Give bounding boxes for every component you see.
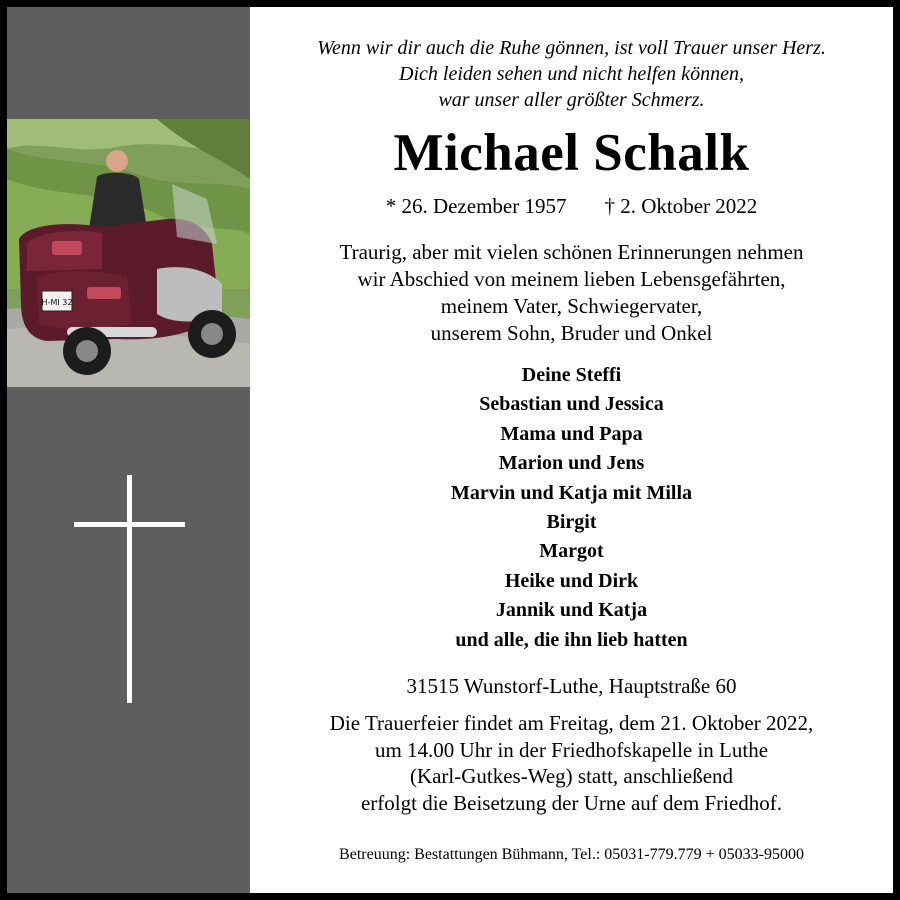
portrait-photo <box>7 119 250 387</box>
address-line: 31515 Wunstorf-Luthe, Hauptstraße 60 <box>406 674 737 698</box>
announcement-line: unserem Sohn, Bruder und Onkel <box>430 321 713 345</box>
life-dates <box>250 193 893 219</box>
mourner-entry: Heike und Dirk <box>504 569 639 592</box>
cross-icon-horizontal <box>74 522 185 527</box>
announcement-line: wir Abschied von meinem lieben Lebensgefährten, <box>357 267 786 291</box>
funeral-home-footer: Betreuung: Bestattungen Bühmann, Tel.: 05031-779.779 + 05033-95000 <box>339 846 804 863</box>
rider-head <box>106 150 128 172</box>
mourners-list <box>250 361 893 655</box>
mourner-entry: Jannik und Katja <box>495 599 648 622</box>
sidebar-panel <box>7 7 250 893</box>
service-line: um 14.00 Uhr in der Friedhofskapelle in Luthe <box>374 737 769 762</box>
rider-jacket <box>89 173 147 229</box>
mourner-entry: und alle, die ihn lieb hatten <box>455 628 688 651</box>
cross-icon-vertical <box>127 475 132 703</box>
mourner-entry: Deine Steffi <box>521 364 622 386</box>
mourner-entry: Marion und Jens <box>498 452 645 475</box>
death-date: † 2. Oktober 2022 <box>604 194 758 218</box>
announcement-text <box>250 239 893 347</box>
service-line: (Karl-Gutkes-Weg) statt, anschließend <box>409 764 734 788</box>
funeral-service-info <box>250 710 893 816</box>
verse-line: Dich leiden sehen und nicht helfen können, <box>399 63 744 85</box>
mourner-entry: Birgit <box>546 511 597 534</box>
obituary-card <box>7 7 893 893</box>
announcement-line: Traurig, aber mit vielen schönen Erinnerungen nehmen <box>339 240 804 264</box>
obituary-text <box>250 7 893 893</box>
memorial-verse <box>250 35 893 113</box>
deceased-name: Michael Schalk <box>393 124 750 182</box>
birth-date: * 26. Dezember 1957 <box>385 194 567 218</box>
verse-line: Wenn wir dir auch die Ruhe gönnen, ist voll Trauer unser Herz. <box>317 37 826 59</box>
service-line: erfolgt die Beisetzung der Urne auf dem Friedhof. <box>360 790 783 815</box>
license-plate-text: H-MI 32 <box>41 298 73 307</box>
announcement-line: meinem Vater, Schwiegervater, <box>440 294 703 318</box>
mourner-entry: Mama und Papa <box>500 422 643 445</box>
service-line: Die Trauerfeier findet am Freitag, dem 21. Oktober 2022, <box>329 711 814 735</box>
mourner-entry: Margot <box>539 540 604 563</box>
motorcycle-photo-illustration <box>7 119 250 387</box>
verse-line: war unser aller größter Schmerz. <box>438 89 705 111</box>
mourner-entry: Sebastian und Jessica <box>479 393 664 416</box>
mourner-entry: Marvin und Katja mit Milla <box>450 481 693 504</box>
